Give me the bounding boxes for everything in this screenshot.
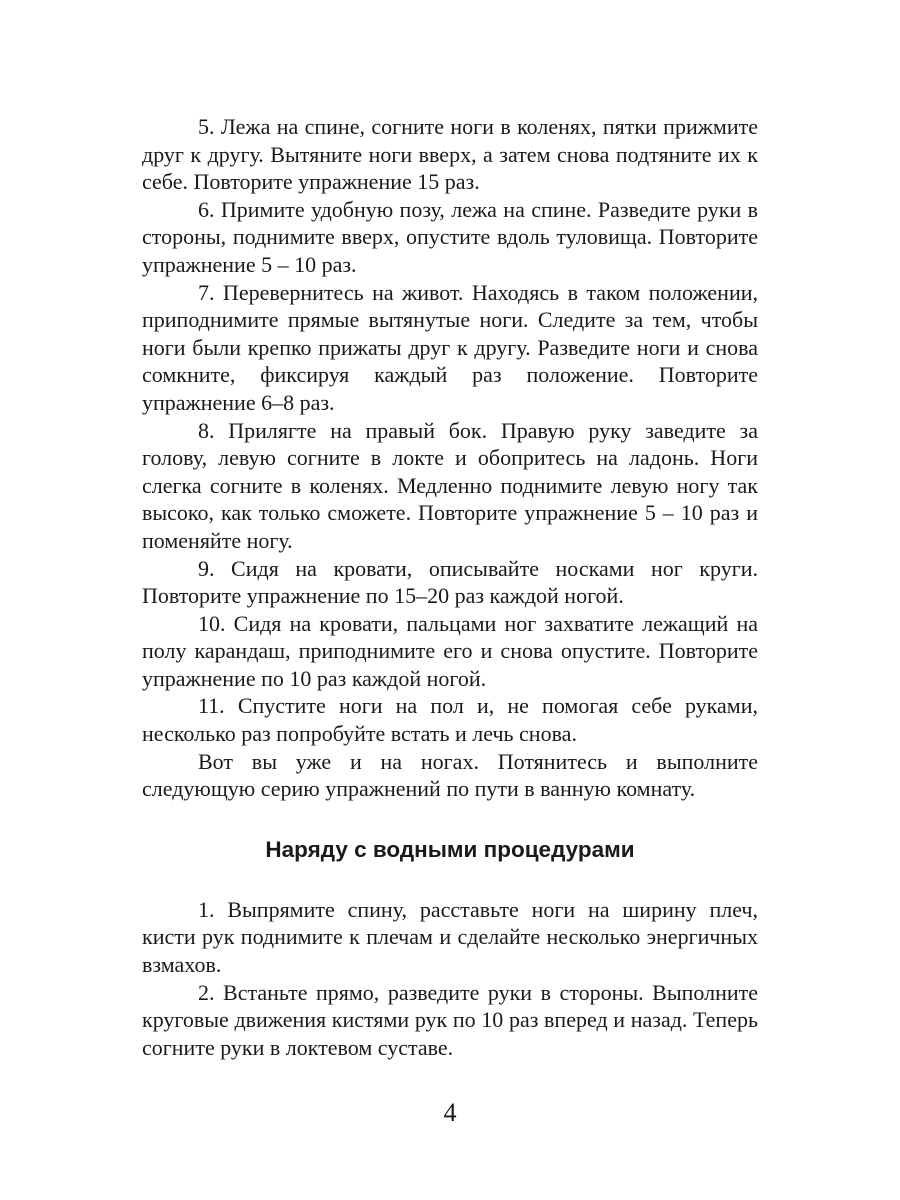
paragraph-exercise-8: 8. Прилягте на правый бок. Правую руку заведите за голову, левую согните в локте и обопритесь на ладонь. Ноги слегка согните в коленях. Медленно поднимите левую ногу так высоко, как только сможете. Повторите упражнение 5 – 10 раз и поменяйте ногу.: [142, 417, 758, 553]
paragraph-exercise-5: 5. Лежа на спине, согните ноги в коленях, пятки прижмите друг к другу. Вытяните ноги вверх, а затем снова подтяните их к себе. Повторите упражнение 15 раз.: [142, 114, 758, 195]
section-heading: Наряду с водными процедурами: [265, 836, 635, 862]
paragraph-transition: Вот вы уже и на ногах. Потянитесь и выполните следующую серию упражнений по пути в ванную комнату.: [142, 748, 758, 802]
page-body: [142, 113, 758, 1061]
paragraph-exercise-6: 6. Примите удобную позу, лежа на спине. Разведите руки в стороны, поднимите вверх, опустите вдоль туловища. Повторите упражнение 5 – 10 раз.: [142, 196, 758, 277]
page-number: 4: [443, 1098, 457, 1127]
paragraph-exercise-7: 7. Перевернитесь на живот. Находясь в таком положении, приподнимите прямые вытянутые ноги. Следите за тем, чтобы ноги были крепко прижаты друг к другу. Разведите ноги и снова сомкните, фиксируя каждый раз положение. Повторите упражнение 6–8 раз.: [142, 279, 758, 415]
paragraph-exercise-10: 10. Сидя на кровати, пальцами ног захватите лежащий на полу карандаш, приподнимите его и снова опустите. Повторите упражнение по 10 раз каждой ногой.: [142, 610, 758, 691]
paragraph-water-exercise-2: 2. Встаньте прямо, разведите руки в стороны. Выполните круговые движения кистями рук по 10 раз вперед и назад. Теперь согните руки в локтевом суставе.: [142, 979, 758, 1060]
paragraph-exercise-11: 11. Спустите ноги на пол и, не помогая себе руками, несколько раз попробуйте встать и лечь снова.: [142, 693, 758, 747]
paragraph-exercise-9: 9. Сидя на кровати, описывайте носками ног круги. Повторите упражнение по 15–20 раз каждой ногой.: [142, 555, 758, 609]
paragraph-water-exercise-1: 1. Выпрямите спину, расставьте ноги на ширину плеч, кисти рук поднимите к плечам и сделайте несколько энергичных взмахов.: [142, 896, 758, 978]
